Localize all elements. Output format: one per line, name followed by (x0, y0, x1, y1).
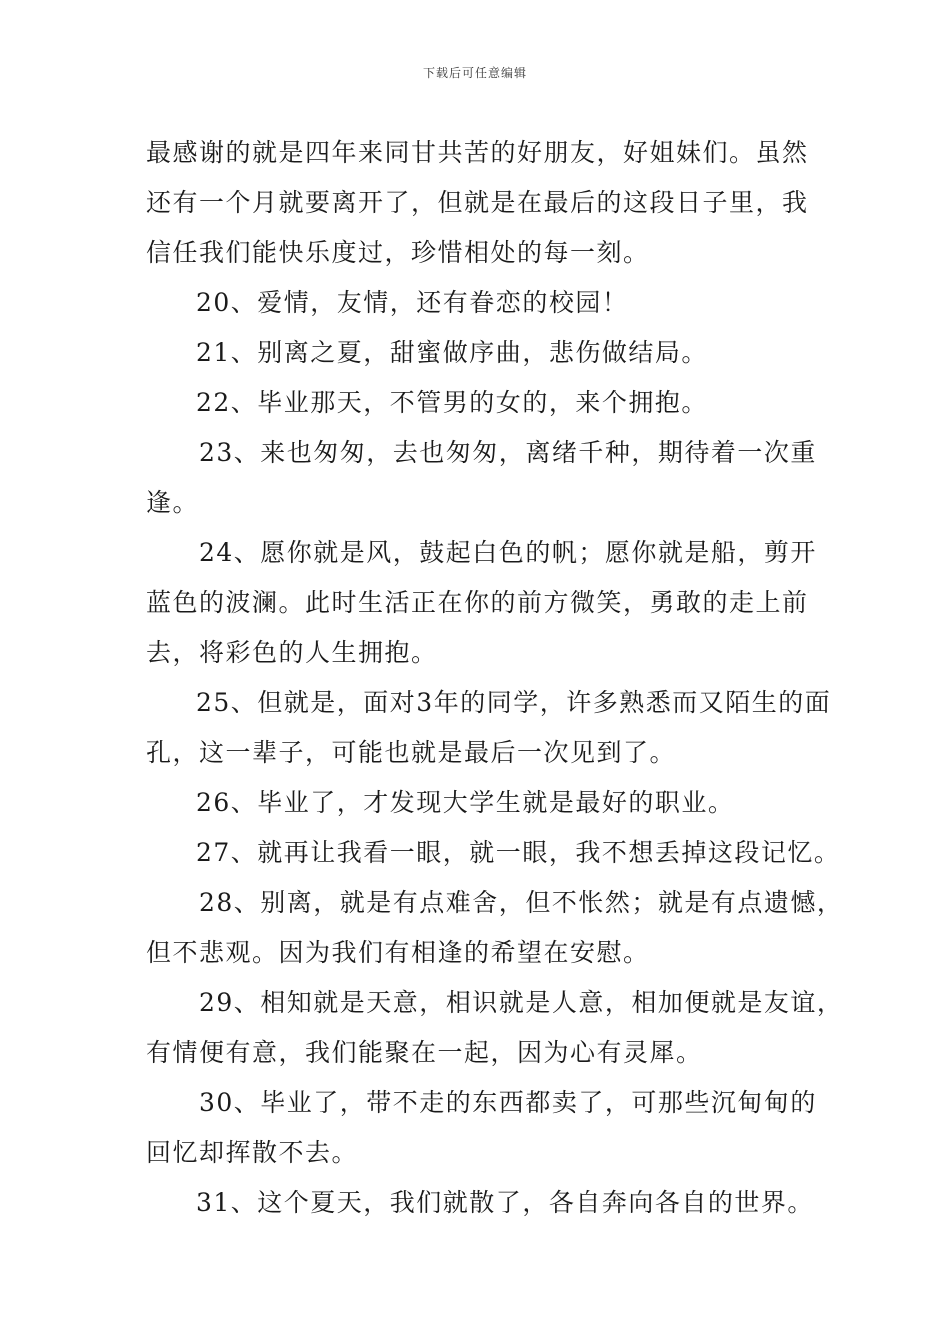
text-line: 28、别离，就是有点难舍，但不怅然；就是有点遗憾， (199, 888, 844, 917)
paragraph-item-22 (146, 378, 818, 428)
paragraph-item-31 (146, 1178, 818, 1228)
text-line: 27、就再让我看一眼，就一眼，我不想丢掉这段记忆。 (196, 838, 841, 867)
text-line: 去，将彩色的人生拥抱。 (146, 638, 438, 667)
paragraph-item-25 (146, 678, 832, 778)
text-line: 回忆却挥散不去。 (146, 1138, 359, 1167)
text-line: 逢。 (146, 488, 200, 517)
text-line: 还有一个月就要离开了，但就是在最后的这段日子里，我 (146, 188, 809, 217)
text-line: 25、但就是，面对3年的同学，许多熟悉而又陌生的面 (196, 688, 832, 717)
paragraph-item-26 (146, 778, 818, 828)
paragraph (146, 128, 818, 278)
text-line: 蓝色的波澜。此时生活正在你的前方微笑，勇敢的走上前 (146, 588, 809, 617)
paragraph-item-21 (146, 328, 818, 378)
paragraph-item-23 (146, 428, 818, 528)
text-line: 最感谢的就是四年来同甘共苦的好朋友，好姐妹们。虽然 (146, 138, 809, 167)
paragraph-item-24 (146, 528, 818, 678)
text-line: 22、毕业那天，不管男的女的，来个拥抱。 (196, 388, 708, 417)
text-line: 26、毕业了，才发现大学生就是最好的职业。 (196, 788, 735, 817)
text-line: 有情便有意，我们能聚在一起，因为心有灵犀。 (146, 1038, 703, 1067)
text-line: 但不悲观。因为我们有相逢的希望在安慰。 (146, 938, 650, 967)
text-line: 23、来也匆匆，去也匆匆，离绪千种，期待着一次重 (199, 438, 817, 467)
text-line: 29、相知就是天意，相识就是人意，相加便就是友谊， (199, 988, 844, 1017)
text-line: 孔，这一辈子，可能也就是最后一次见到了。 (146, 738, 677, 767)
text-line: 20、爱情，友情，还有眷恋的校园！ (196, 288, 629, 317)
paragraph-item-30 (146, 1078, 818, 1178)
text-line: 21、别离之夏，甜蜜做序曲，悲伤做结局。 (196, 338, 708, 367)
text-line: 31、这个夏天，我们就散了，各自奔向各自的世界。 (196, 1188, 814, 1217)
paragraph-item-29 (146, 978, 844, 1078)
document-body (146, 128, 844, 1228)
page-header: 下载后可任意编辑 (422, 66, 527, 80)
paragraph-item-27 (146, 828, 841, 878)
paragraph-item-20 (146, 278, 818, 328)
paragraph-item-28 (146, 878, 844, 978)
text-line: 信任我们能快乐度过，珍惜相处的每一刻。 (146, 238, 650, 267)
text-line: 24、愿你就是风，鼓起白色的帆；愿你就是船，剪开 (199, 538, 817, 567)
text-line: 30、毕业了，带不走的东西都卖了，可那些沉甸甸的 (199, 1088, 817, 1117)
